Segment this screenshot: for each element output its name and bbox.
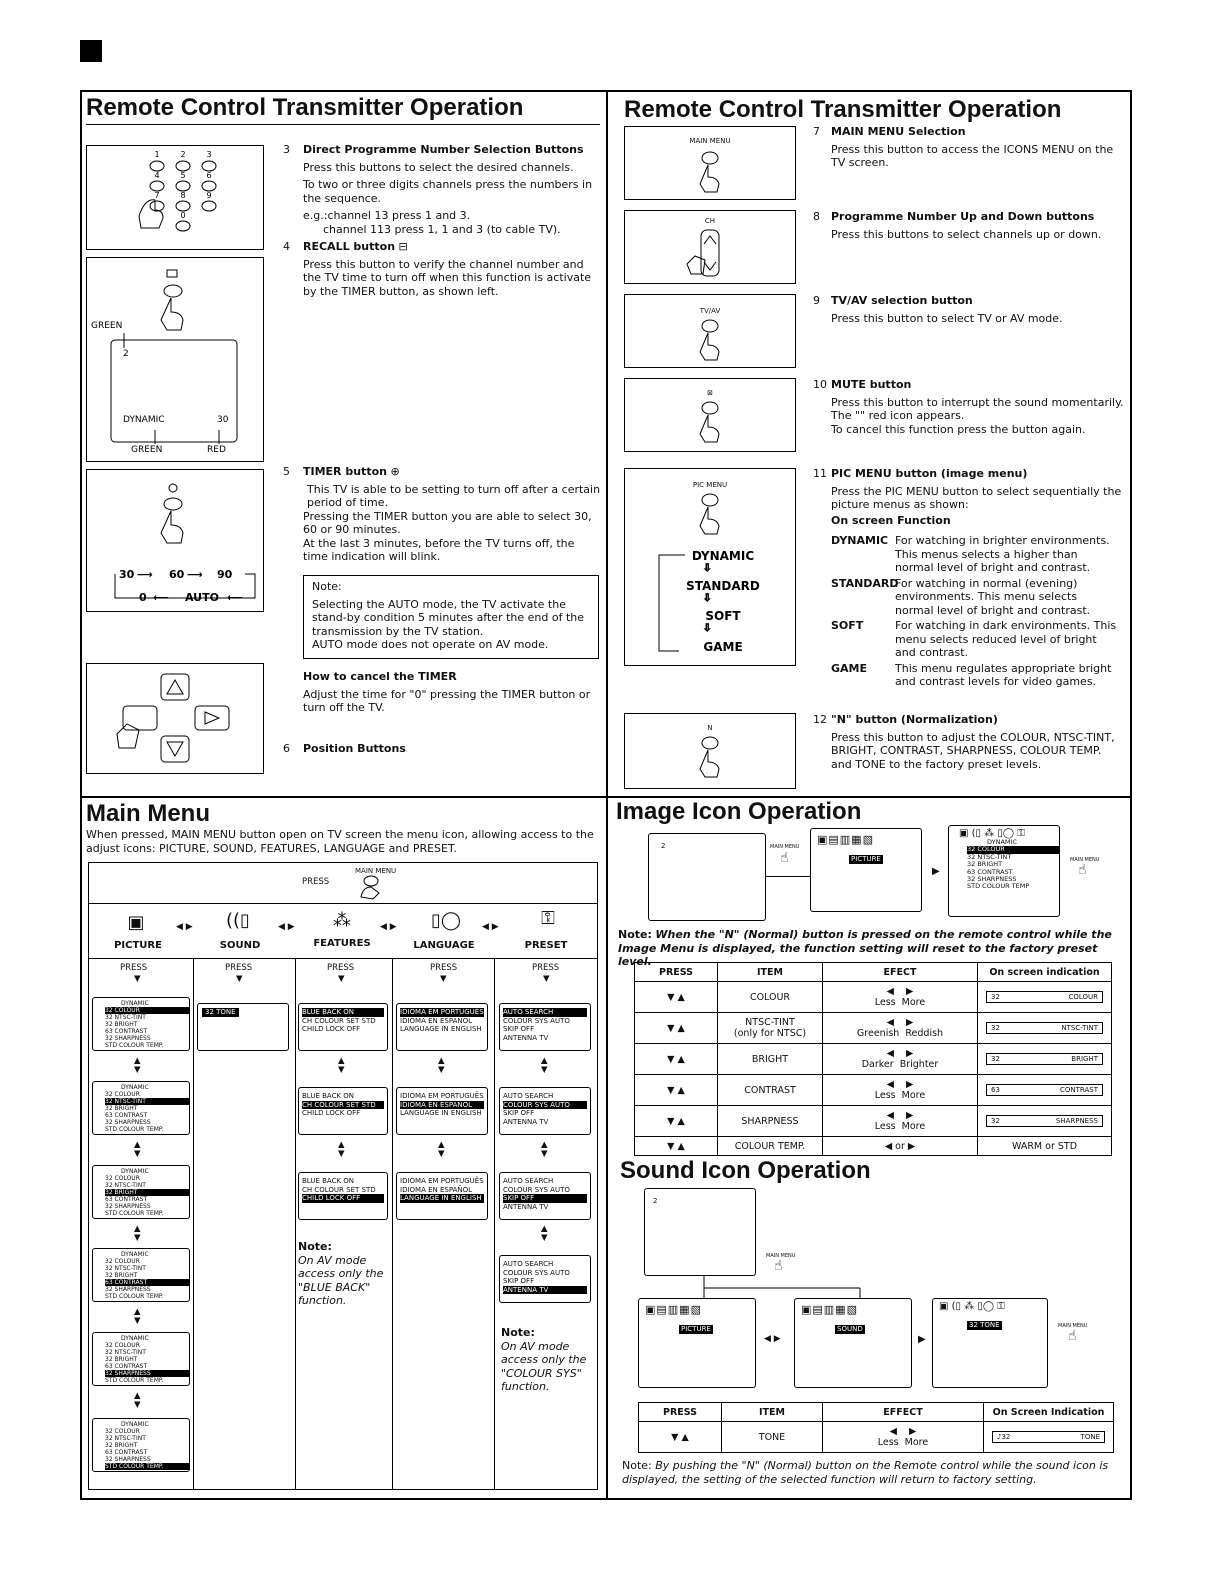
svg-text:⇩: ⇩	[703, 563, 712, 574]
updown-arrows-icon: ▲ ▼	[134, 1224, 141, 1243]
image-note: Note: When the "N" (Normal) button is pressed on the remote control while the Image Menu is displayed, the function setting will reset to the factory preset level.	[618, 928, 1112, 968]
mute-icon: ⊠	[707, 389, 713, 397]
row-divider	[80, 796, 1132, 798]
menu-icon-row	[88, 906, 598, 958]
picture-screen-6: DYNAMIC 32 COLOUR 32 NTSC-TINT 32 BRIGHT 63 CONTRAST 32 SHARPNESS STD COLOUR TEMP.	[92, 1418, 190, 1472]
hand-press-icon	[625, 733, 795, 783]
timer-illustration	[86, 469, 264, 612]
timer-90: 90	[217, 568, 233, 581]
sound-screen-sound: ▣▤▥▦▧ SOUND	[794, 1298, 912, 1388]
keypad-illustration	[86, 145, 264, 250]
timer-note: Note: Selecting the AUTO mode, the TV activate the stand-by condition 5 minutes after the end of the transmission by the TV station. AUTO mode does not operate on AV mode.	[303, 575, 599, 659]
table-row: ▼ ▲ TONE ◀ ▶ Less More ♪32 TONE	[639, 1422, 1114, 1453]
picture-screen-3: DYNAMIC 32 COLOUR 32 NTSC-TINT 32 BRIGHT 63 CONTRAST 32 SHARPNESS STD COLOUR TEMP.	[92, 1165, 190, 1219]
language-icon: ▯◯	[430, 910, 462, 931]
table-row: ▼ ▲ NTSC-TINT (only for NTSC) ◀ ▶ Greenish Reddish 32 NTSC-TINT	[635, 1013, 1112, 1044]
menu-icons-strip: ▣▤▥▦▧	[817, 833, 874, 846]
svg-text:⟵: ⟵	[227, 591, 243, 604]
updown-arrows-icon: ▼ ▲	[635, 1137, 718, 1156]
key-0: 0	[180, 211, 186, 220]
picture-screen-5: DYNAMIC 32 COLOUR 32 NTSC-TINT 32 BRIGHT 63 CONTRAST 32 SHARPNESS STD COLOUR TEMP.	[92, 1332, 190, 1386]
hand-press-icon: ☝	[1068, 1328, 1077, 1344]
label-green-top: GREEN	[91, 321, 123, 331]
position-illustration	[86, 663, 264, 774]
position-buttons-icon	[87, 664, 263, 773]
updown-arrows-icon: ▲ ▼	[438, 1140, 445, 1159]
key-2: 2	[180, 150, 186, 159]
image-icons-screen: ▣▤▥▦▧ PICTURE	[810, 828, 922, 912]
image-tv-screen: 2	[648, 833, 766, 921]
preset-icon: ⚿	[541, 908, 555, 929]
updown-arrows-icon: ▲ ▼	[134, 1140, 141, 1159]
sound-screen-picture: ▣▤▥▦▧ PICTURE	[638, 1298, 756, 1388]
svg-text:⟶: ⟶	[137, 568, 153, 581]
mode-dynamic: DYNAMIC	[691, 549, 755, 563]
key-7: 7	[154, 191, 160, 200]
item-11: 11 PIC MENU button (image menu) Press the PIC MENU button to select sequentially the picture menus as shown: On screen Function	[813, 467, 1122, 527]
ch-button-box: CH	[624, 210, 796, 284]
menu-icons-strip: ▣▤▥▦▧	[645, 1303, 702, 1316]
timer-30: 30	[119, 568, 135, 581]
key-9: 9	[206, 191, 212, 200]
timer-0: 0	[139, 591, 147, 604]
remote-title-left: Remote Control Transmitter Operation	[86, 94, 600, 125]
image-settings-table: PRESS ITEM EFECT On screen indication ▼ ▲ COLOUR ◀ ▶ Less More 32 COLOUR ▼ ▲ NTSC-TINT (only for NTSC) ◀ ▶ Greenish Reddish 32 NTSC-TINT ▼ ▲ BRIGHT ◀ ▶ Darker Brighter 32 BRIGHT ▼ ▲ CONTRAST ◀ ▶ Less More 63 CONTRAST ▼ ▲ SHARPNESS ◀ ▶ Less More 32 SHARPNESS ▼ ▲ COLOUR TEMP. ◀ or ▶ WARM or STD	[634, 962, 1112, 1156]
main-menu-title: Main Menu	[86, 800, 210, 827]
updown-arrows-icon: ▲ ▼	[541, 1140, 548, 1159]
hand-press-icon	[625, 398, 795, 448]
preset-label: PRESET	[524, 940, 568, 951]
main-menu-intro: When pressed, MAIN MENU button open on TV screen the menu icon, allowing access to the adjust icons: PICTURE, SOUND, FEATURES, LANGUAGE and PRESET.	[86, 828, 594, 855]
language-screen-3: IDIOMA EM PORTUGUÊS IDIOMA EN ESPAÑOL LANGUAGE IN ENGLISH	[396, 1172, 488, 1220]
pic-mode-cycle	[655, 543, 785, 663]
sound-icon-title: Sound Icon Operation	[620, 1157, 871, 1184]
menu-icons-strip: ▣▤▥▦▧	[801, 1303, 858, 1316]
item-3: 3 Direct Programme Number Selection Buttons Press this buttons to select the desired channels. To two or three digits channels press the numbers in the sequence. e.g.:channel 13 press 1 and 3. channel 113 press 1, 1 and 3 (to cable TV). 4 RECALL button ⊟ Press this button to verify the channel number and the TV time to turn off when this function is activate by the TIMER button, as shown left.	[283, 143, 593, 298]
table-row: ▼ ▲ SHARPNESS ◀ ▶ Less More 32 SHARPNESS	[635, 1106, 1112, 1137]
table-row: ▼ ▲ BRIGHT ◀ ▶ Darker Brighter 32 BRIGHT	[635, 1044, 1112, 1075]
image-menu-screen: ▣ (▯ ⁂ ▯◯ ⚿ DYNAMIC 32 COLOUR 32 NTSC-TINT 32 BRIGHT 63 CONTRAST 32 SHARPNESS STD COLOUR TEMP	[948, 825, 1060, 917]
recall-icon: ⊟	[398, 240, 408, 253]
label-dynamic: DYNAMIC	[123, 415, 165, 425]
ch-updown-icon	[625, 226, 795, 282]
features-screen-2: BLUE BACK ON CH COLOUR SET STD CHILD LOCK OFF	[298, 1087, 388, 1135]
n-button-box: N	[624, 713, 796, 789]
label-green: GREEN	[131, 445, 163, 455]
key-8: 8	[180, 191, 186, 200]
language-label: LANGUAGE	[413, 940, 475, 951]
timer-icon: ⊕	[390, 465, 400, 478]
keypad-icon	[87, 146, 263, 249]
item-8: 8 Programme Number Up and Down buttons Press this buttons to select channels up or down.	[813, 210, 1102, 241]
lr-arrows-icon: ◀ ▶	[380, 922, 397, 932]
features-screen-1: BLUE BACK ON CH COLOUR SET STD CHILD LOCK OFF	[298, 1003, 388, 1051]
press-main: PRESS	[302, 877, 330, 887]
lr-arrows-icon: ◀ ▶	[482, 922, 499, 932]
remote-title-right: Remote Control Transmitter Operation	[624, 96, 1062, 123]
recall-hand-icon	[87, 258, 263, 461]
item-10: 10 MUTE button Press this button to interrupt the sound momentarily. The "" red icon appears. To cancel this function press the button again.	[813, 378, 1124, 436]
features-note: Note: On AV mode access only the "BLUE BACK" function.	[298, 1240, 384, 1307]
item-9: 9 TV/AV selection button Press this button to select TV or AV mode.	[813, 294, 1063, 325]
updown-arrows-icon: ▲ ▼	[438, 1056, 445, 1075]
key-5: 5	[180, 171, 186, 180]
preset-note: Note: On AV mode access only the "COLOUR SYS" function.	[501, 1326, 587, 1393]
updown-arrows-icon: ▼ ▲	[635, 1106, 718, 1137]
hand-press-icon: ☝	[774, 1258, 783, 1274]
preset-screen-1: AUTO SEARCH COLOUR SYS AUTO SKIP OFF ANTENNA TV	[499, 1003, 591, 1051]
hand-press-icon: ☝	[1078, 862, 1087, 878]
label-red: RED	[207, 445, 226, 455]
updown-arrows-icon: ▲ ▼	[134, 1307, 141, 1326]
recall-illustration	[86, 257, 264, 462]
updown-arrows-icon: ▼ ▲	[639, 1422, 722, 1453]
hand-press-icon	[625, 490, 795, 536]
svg-text:⟶: ⟶	[187, 568, 203, 581]
item-6: 6 Position Buttons	[283, 742, 406, 755]
key-6: 6	[206, 171, 212, 180]
item-3-head: Direct Programme Number Selection Buttons	[303, 143, 584, 156]
pic-menu-button-box: PIC MENU ⇩ ⇩ ⇩ DYNAMIC STANDARD SOFT GAME	[624, 468, 796, 666]
updown-arrows-icon: ▼ ▲	[635, 982, 718, 1013]
item-4-head: RECALL button	[303, 240, 396, 253]
column-divider	[606, 90, 608, 1500]
svg-text:⇩: ⇩	[703, 623, 712, 634]
mode-standard: STANDARD	[686, 579, 760, 593]
label-channel: 2	[123, 349, 129, 359]
main-menu-button-box: MAIN MENU	[624, 126, 796, 200]
updown-arrows-icon: ▲ ▼	[541, 1224, 548, 1243]
image-icon-title: Image Icon Operation	[616, 798, 862, 825]
picture-label: PICTURE	[114, 940, 162, 951]
features-screen-3: BLUE BACK ON CH COLOUR SET STD CHILD LOCK OFF	[298, 1172, 388, 1220]
item-5: 5 TIMER button ⊕ This TV is able to be setting to turn off after a certain period of time. Pressing the TIMER button you are able to select 30, 60 or 90 minutes. At the last 3 minutes, before the TV turns off, the time indication will blink.	[283, 465, 601, 563]
picture-screen-2: DYNAMIC 32 COLOUR 32 NTSC-TINT 32 BRIGHT 63 CONTRAST 32 SHARPNESS STD COLOUR TEMP.	[92, 1081, 190, 1135]
sound-screen: 32 TONE	[197, 1003, 289, 1051]
sound-icon: ((▯	[226, 910, 250, 931]
updown-arrows-icon: ▲ ▼	[338, 1056, 345, 1075]
menu-icons-strip: ▣ (▯ ⁂ ▯◯ ⚿	[939, 1301, 1005, 1312]
key-3: 3	[206, 150, 212, 159]
updown-arrows-icon: ▼ ▲	[635, 1044, 718, 1075]
lr-arrows-icon: ◀ ▶	[764, 1334, 781, 1344]
item-5-head: TIMER button	[303, 465, 387, 478]
updown-arrows-icon: ▲ ▼	[541, 1056, 548, 1075]
features-icon: ⁂	[333, 910, 351, 931]
mode-soft: SOFT	[705, 609, 741, 623]
updown-arrows-icon: ▼ ▲	[635, 1075, 718, 1106]
arrow-right-icon: ▶	[918, 1334, 926, 1345]
mode-game: GAME	[703, 640, 743, 654]
menu-icons-strip: ▣ (▯ ⁂ ▯◯ ⚿	[959, 828, 1025, 839]
function-list: DYNAMIC For watching in brighter environments. This menus selects a higher than normal level of bright and contrast. STANDARD For watching in normal (evening) environments. This menu selects normal level of bright and contrast. SOFT For watching in dark environments. This menu selects reduced level of bright and contrast. GAME This menu regulates appropriate bright and contrast levels for video games.	[831, 534, 1117, 688]
updown-arrows-icon: ▲ ▼	[134, 1056, 141, 1075]
picture-screen-1: DYNAMIC 32 COLOUR 32 NTSC-TINT 32 BRIGHT 63 CONTRAST 32 SHARPNESS STD COLOUR TEMP.	[92, 997, 190, 1051]
picture-icon: ▣	[127, 912, 145, 933]
connector-lines	[700, 1276, 870, 1300]
mute-button-box	[624, 378, 796, 452]
table-row: ▼ ▲ COLOUR ◀ ▶ Less More 32 COLOUR	[635, 982, 1112, 1013]
updown-arrows-icon: ▲ ▼	[338, 1140, 345, 1159]
lr-arrows-icon: ◀ ▶	[176, 922, 193, 932]
sound-settings-table: PRESS ITEM EFFECT On Screen Indication ▼ ▲ TONE ◀ ▶ Less More ♪32 TONE	[638, 1402, 1114, 1453]
table-row: ▼ ▲ COLOUR TEMP. ◀ or ▶ WARM or STD	[635, 1137, 1112, 1156]
preset-screen-4: AUTO SEARCH COLOUR SYS AUTO SKIP OFF ANTENNA TV	[499, 1255, 591, 1303]
picture-screen-4: DYNAMIC 32 COLOUR 32 NTSC-TINT 32 BRIGHT 63 CONTRAST 32 SHARPNESS STD COLOUR TEMP.	[92, 1248, 190, 1302]
item-12: 12 "N" button (Normalization) Press this button to adjust the COLOUR, NTSC-TINT, BRIGHT, CONTRAST, SHARPNESS, COLOUR TEMP. and TONE to the factory preset levels.	[813, 713, 1115, 771]
timer-cycle-icon	[87, 470, 263, 611]
table-row: ▼ ▲ CONTRAST ◀ ▶ Less More 63 CONTRAST	[635, 1075, 1112, 1106]
sound-note: Note: By pushing the "N" (Normal) button on the Remote control while the sound icon is displayed, the setting of the selected function will return to factory setting.	[622, 1459, 1109, 1486]
updown-arrows-icon: ▼ ▲	[635, 1013, 718, 1044]
key-1: 1	[154, 150, 160, 159]
language-screen-1: IDIOMA EM PORTUGUÊS IDIOMA EN ESPAÑOL LANGUAGE IN ENGLISH	[396, 1003, 488, 1051]
hand-press-icon	[625, 316, 795, 366]
sound-label: SOUND	[219, 940, 261, 951]
hand-press-icon	[625, 146, 795, 196]
sound-screen-tone: ▣ (▯ ⁂ ▯◯ ⚿ 32 TONE	[932, 1298, 1048, 1388]
key-4: 4	[154, 171, 160, 180]
label-timer-30: 30	[217, 415, 229, 425]
item-7: 7 MAIN MENU Selection Press this button to access the ICONS MENU on the TV screen.	[813, 125, 1114, 169]
sound-tv-screen: 2	[644, 1188, 756, 1276]
timer-cancel: How to cancel the TIMER Adjust the time for "0" pressing the TIMER button or turn off the TV.	[303, 670, 591, 714]
hand-press-icon: ☝	[780, 850, 789, 866]
tvav-button-box: TV/AV	[624, 294, 796, 368]
svg-text:⟵: ⟵	[153, 591, 169, 604]
preset-screen-3: AUTO SEARCH COLOUR SYS AUTO SKIP OFF ANTENNA TV	[499, 1172, 591, 1220]
arrow-right-icon: ▶	[932, 866, 940, 877]
timer-auto: AUTO	[185, 591, 219, 604]
hand-press-icon	[355, 873, 385, 901]
svg-text:⇩: ⇩	[703, 593, 712, 604]
timer-60: 60	[169, 568, 185, 581]
lr-arrows-icon: ◀ ▶	[278, 922, 295, 932]
preset-screen-2: AUTO SEARCH COLOUR SYS AUTO SKIP OFF ANTENNA TV	[499, 1087, 591, 1135]
section-marker	[80, 40, 102, 62]
language-screen-2: IDIOMA EM PORTUGUÊS IDIOMA EN ESPAÑOL LANGUAGE IN ENGLISH	[396, 1087, 488, 1135]
updown-arrows-icon: ▲ ▼	[134, 1391, 141, 1410]
features-label: FEATURES	[313, 938, 371, 949]
